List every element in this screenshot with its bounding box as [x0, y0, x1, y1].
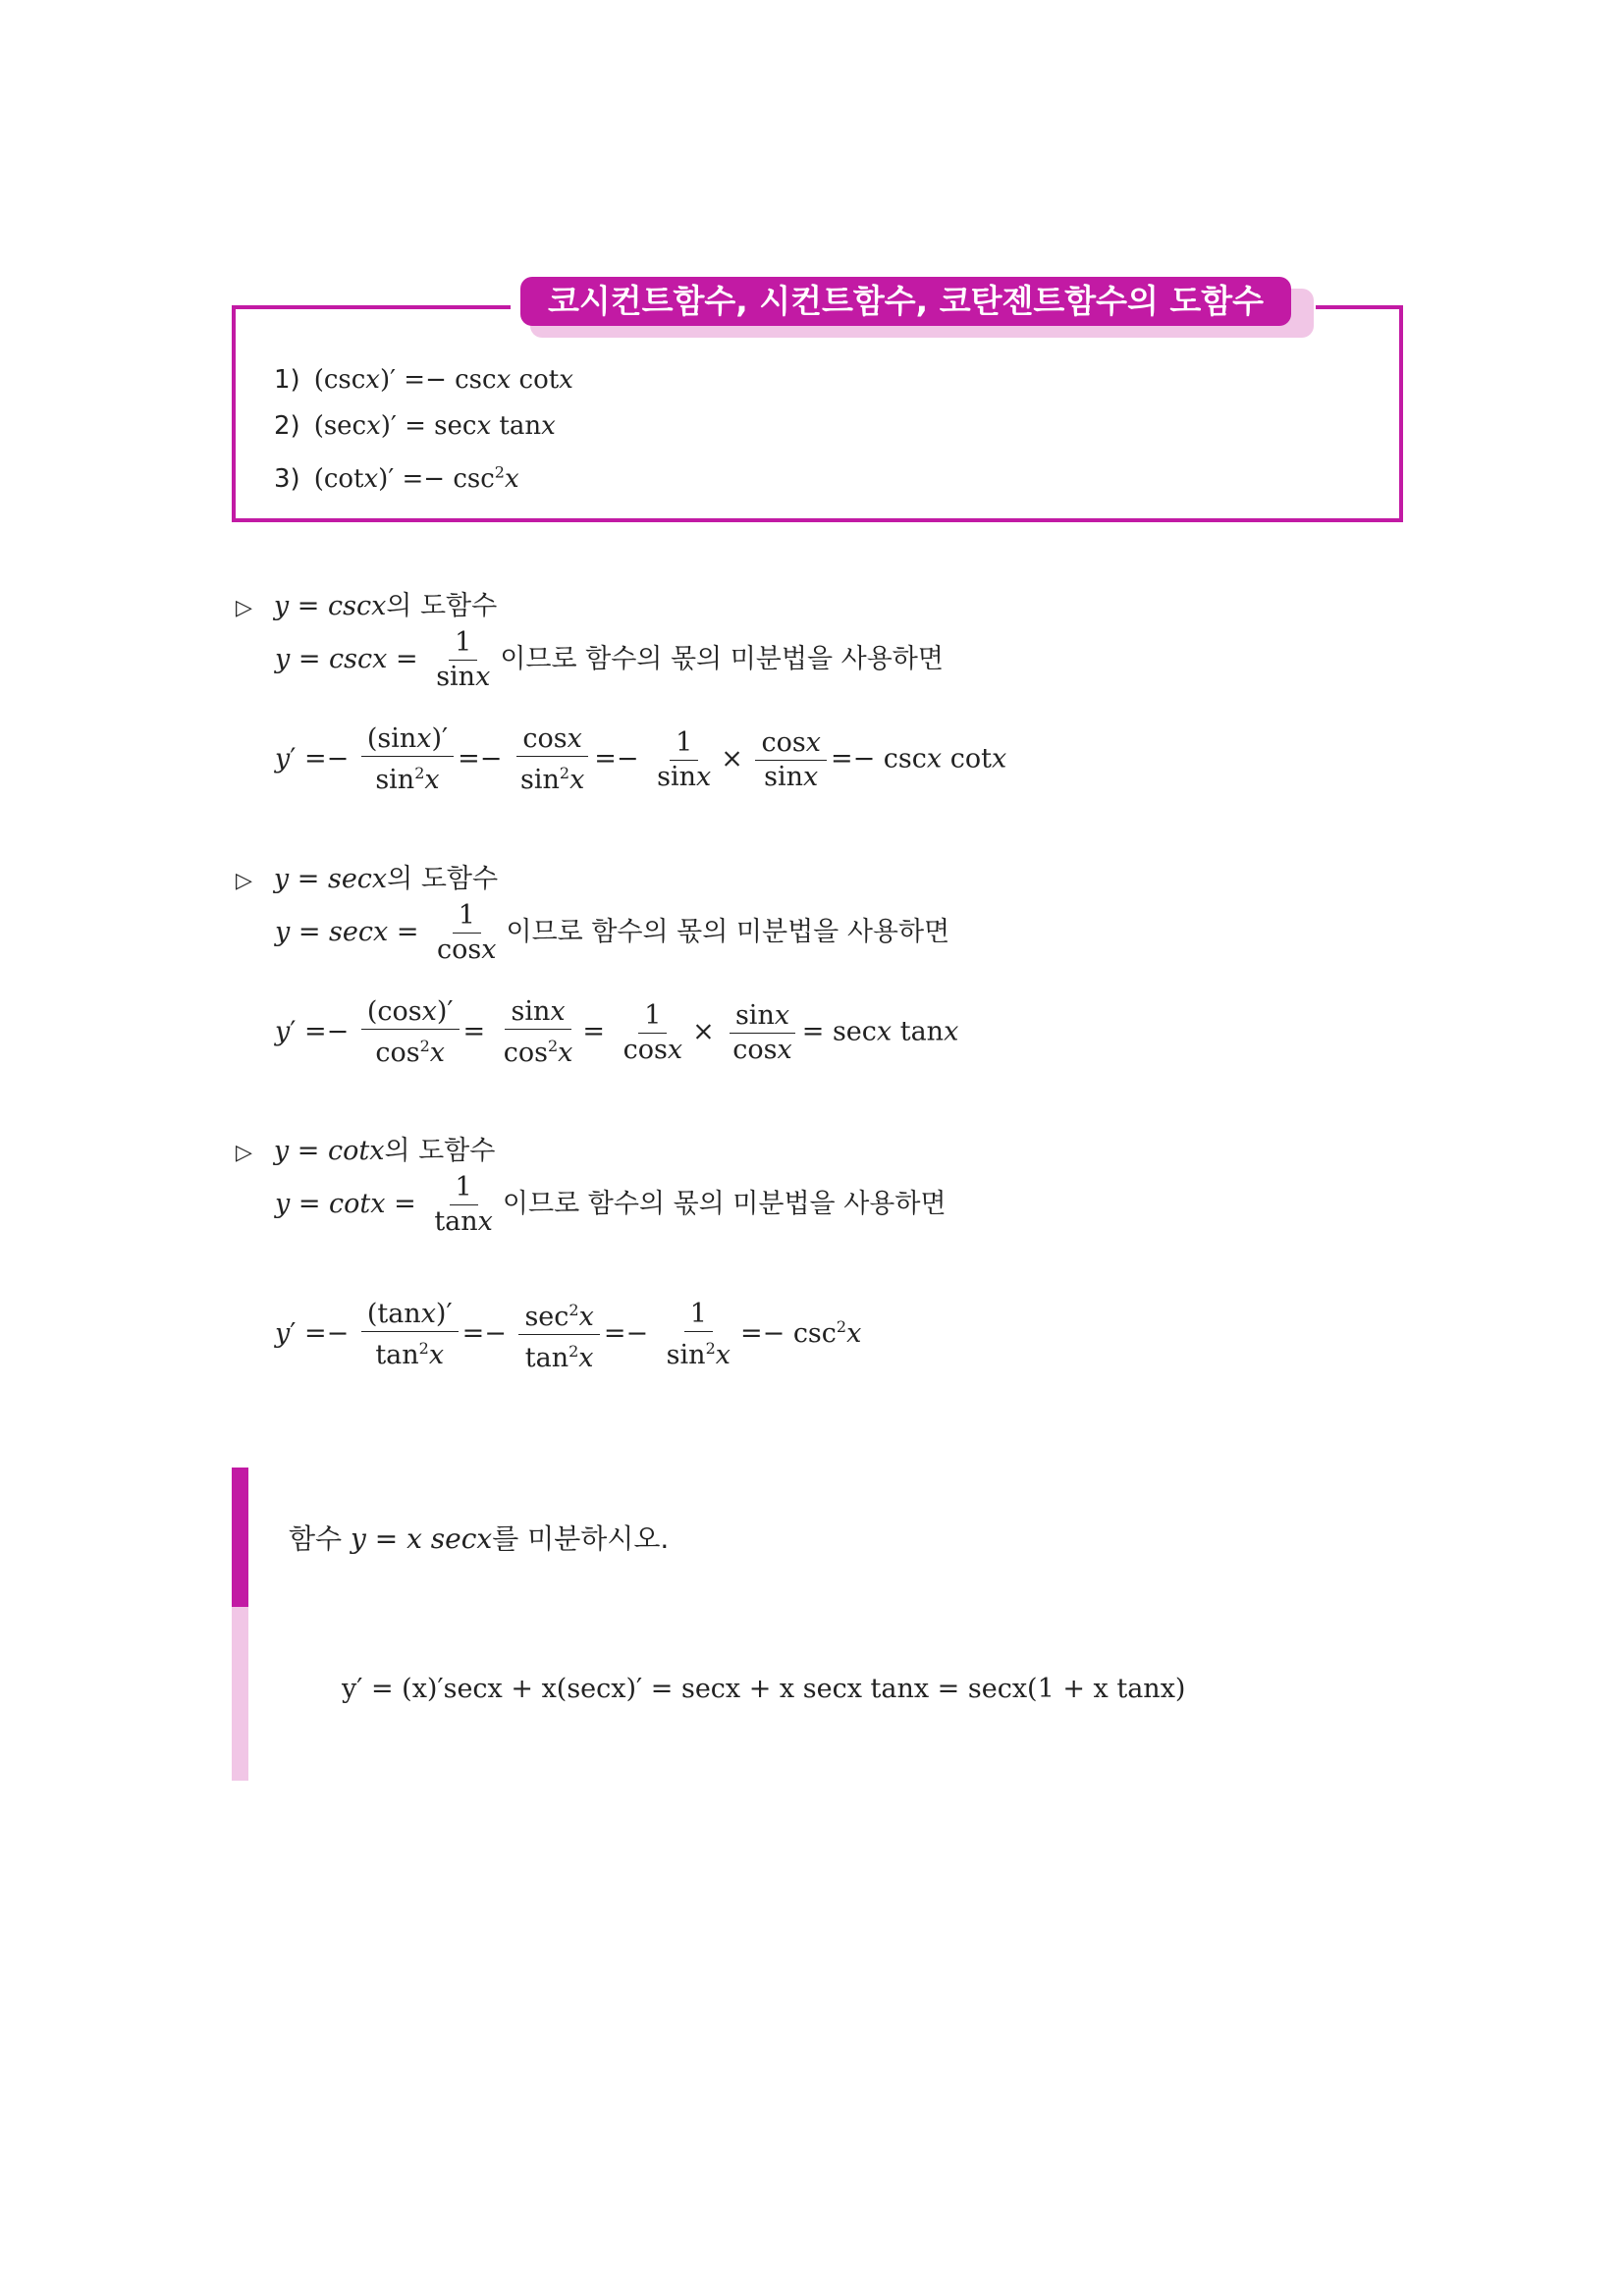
rule-2	[274, 409, 556, 443]
definition-line-cot: y = cotx = $\frac{1}{\tan x}$ 이므로 함수의 몫의 미분법을 사용하면	[275, 1172, 947, 1237]
rule-var: x	[363, 463, 379, 494]
rule-var: x	[496, 365, 512, 395]
example-answer: y′ = (x)′secx + x(secx)′ = secx + x secx tanx = secx(1 + x tanx)	[342, 1674, 1186, 1704]
fraction-denominator: tan	[434, 1206, 478, 1237]
fraction-numerator: 1	[453, 901, 481, 934]
fraction: $\frac{1}{\cos x}$	[623, 999, 683, 1065]
rule-var: x	[504, 463, 519, 494]
derivation-result: cot	[942, 743, 992, 774]
definition-eq: =	[387, 644, 418, 674]
section-head-sec: ▷ y = secx의 도함수	[236, 864, 499, 894]
fraction: $\frac{\sin x}{\cos x}$	[727, 1001, 797, 1065]
rule-lhs: (cot	[313, 463, 364, 494]
question-text: 함수	[289, 1522, 351, 1555]
definition-lhs: y = sec	[275, 917, 373, 947]
fraction-denominator: sin	[436, 662, 476, 692]
rule-lhs: (sec	[313, 411, 367, 441]
fraction: $\frac{\cos x}{\sin x}$	[755, 728, 826, 792]
section-head-math: y = cot	[273, 1136, 370, 1166]
rule-var: x	[365, 365, 380, 395]
rule-number: 1)	[274, 365, 300, 395]
derivation-line-sec: y′ =− $\frac{(\cos x)'}{\cos^2x}$ = $\frac{\sin x}{\cos^2x}$ = $\frac{1}{\cos x}$ × $\frac{\sin x}{\cos x}$ = secx tanx	[275, 996, 959, 1068]
rule-1	[274, 363, 573, 397]
triangle-bullet-icon: ▷	[236, 1141, 252, 1165]
definition-line-csc: y = cscx = $\frac{1}{\sin x}$ 이므로 함수의 몫의 미분법을 사용하면	[275, 627, 944, 692]
rule-3: 3) $(\cot x)' =- \csc^2x$	[274, 462, 519, 494]
rule-rhs: cot	[511, 365, 560, 395]
triangle-bullet-icon: ▷	[236, 596, 252, 620]
rule-number: 3)	[274, 463, 300, 494]
fraction: $\frac{(\cos x)'}{\cos^2x}$	[361, 997, 460, 1068]
rule-rhs: )′ =− csc	[379, 365, 497, 395]
fraction: $\frac{1}{\sin x}$	[436, 627, 491, 692]
definition-eq: =	[388, 917, 419, 947]
example-question: 함수 y = x secx를 미분하시오.	[289, 1522, 670, 1555]
definition-lhs: y = csc	[275, 644, 373, 674]
rule-rhs: tan	[491, 411, 542, 441]
definition-text: 이므로 함수의 몫의 미분법을 사용하면	[500, 644, 944, 674]
derivation-result: = sec	[801, 1016, 877, 1047]
fraction: $\frac{\sin x}{\cos^2x}$	[503, 996, 573, 1068]
question-math: y = x sec	[351, 1522, 477, 1555]
definition-line-sec: y = secx = $\frac{1}{\cos x}$ 이므로 함수의 몫의 미분법을 사용하면	[275, 900, 950, 965]
fraction-numerator: 1	[449, 628, 477, 661]
section-head-cot: ▷ y = cotx의 도함수	[236, 1136, 496, 1166]
section-head-text: 의 도함수	[384, 1136, 496, 1166]
definition-text: 이므로 함수의 몫의 미분법을 사용하면	[506, 917, 950, 947]
question-text: 를 미분하시오.	[492, 1522, 670, 1555]
fraction: $\frac{1}{\sin x}$	[657, 726, 712, 792]
fraction: $\frac{(\tan x)'}{\tan^2x}$	[361, 1300, 459, 1370]
answer-bar	[232, 1607, 248, 1781]
rule-lhs: (csc	[313, 365, 366, 395]
fraction: $\frac{\cos x}{\sin^2x}$	[514, 724, 590, 795]
title-banner	[520, 277, 1304, 336]
rule-number: 2)	[274, 411, 300, 441]
fraction: $\frac{1}{\cos x}$	[437, 900, 497, 965]
fraction: $\frac{1}{\sin^2x}$	[666, 1298, 731, 1370]
section-head-math: y = sec	[273, 864, 372, 894]
rule-rhs: )′ = sec	[380, 411, 477, 441]
definition-text: 이므로 함수의 몫의 미분법을 사용하면	[502, 1189, 947, 1219]
derivation-result: tan	[892, 1016, 945, 1047]
definition-eq: =	[385, 1189, 416, 1219]
fraction: $\frac{\sec^2x}{\tan^2x}$	[518, 1296, 599, 1373]
rule-var: x	[476, 411, 492, 441]
derivation-result: =− csc	[830, 743, 927, 774]
section-head-csc: ▷ y = cscx의 도함수	[236, 591, 498, 621]
rule-rhs: )′ =− csc	[378, 463, 495, 494]
fraction-numerator: 1	[450, 1173, 478, 1205]
section-head-text: 의 도함수	[387, 864, 499, 894]
fraction: $\frac{1}{\tan x}$	[434, 1172, 493, 1237]
rule-var: x	[366, 411, 381, 441]
definition-lhs: y = cot	[275, 1189, 371, 1219]
rule-var: x	[541, 411, 556, 441]
section-head-text: 의 도함수	[386, 591, 498, 621]
derivation-line-csc: y′ =− $\frac{(\sin x)'}{\sin^2x}$ =− $\frac{\cos x}{\sin^2x}$ =− $\frac{1}{\sin x}$ × $\frac{\cos x}{\sin x}$ =− cscx cotx	[275, 723, 1007, 795]
fraction: $\frac{(\sin x)'}{\sin^2x}$	[361, 724, 454, 795]
derivation-result: =− csc	[739, 1318, 837, 1349]
page-title: 코시컨트함수, 시컨트함수, 코탄젠트함수의 도함수	[520, 277, 1291, 326]
example-bar	[232, 1468, 248, 1607]
rule-var: x	[559, 365, 573, 395]
derivation-line-cot: y′ =− $\frac{(\tan x)'}{\tan^2x}$ =− $\frac{\sec^2x}{\tan^2x}$ =− $\frac{1}{\sin^2x}$ =− $\csc^2x$	[275, 1296, 861, 1373]
fraction-denominator: cos	[437, 934, 482, 965]
section-head-math: y = csc	[273, 591, 372, 621]
triangle-bullet-icon: ▷	[236, 869, 252, 893]
